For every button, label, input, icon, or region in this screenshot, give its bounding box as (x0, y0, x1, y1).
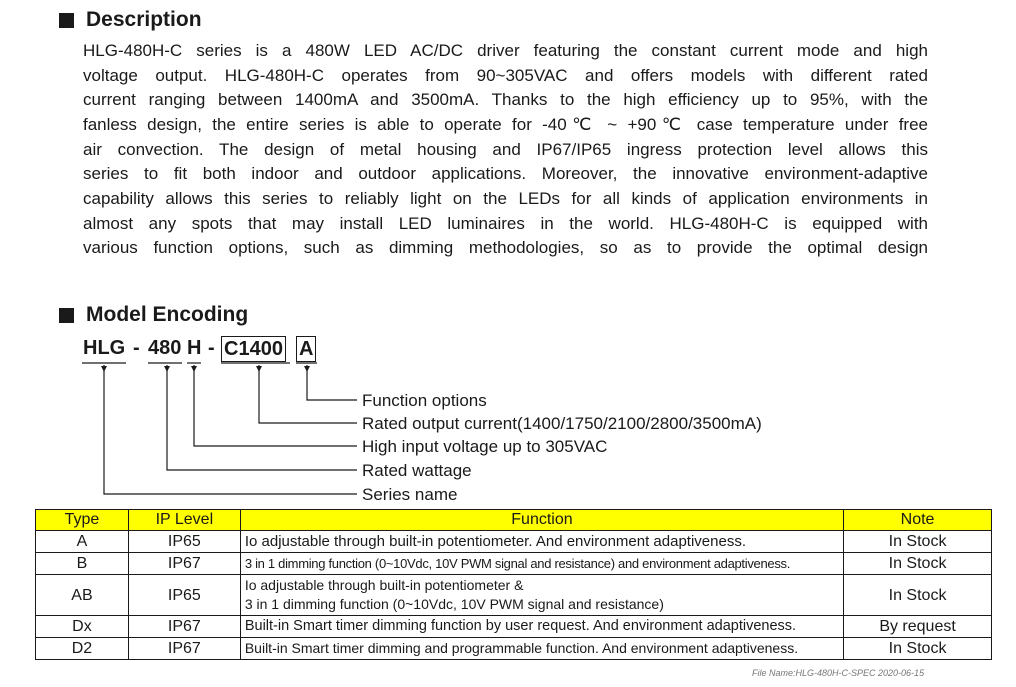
cell-note: In Stock (844, 638, 992, 660)
cell-type: AB (36, 575, 129, 616)
cell-note: By request (844, 616, 992, 638)
cell-type: B (36, 553, 129, 575)
cell-function-line: 3 in 1 dimming function (0~10Vdc, 10V PWM signal and resistance) (244, 596, 664, 612)
function-table (35, 509, 992, 660)
model-encoding-heading-text: Model Encoding (86, 303, 249, 326)
cell-type: D2 (36, 638, 129, 660)
code-option-box: A (296, 336, 316, 362)
label-high-input: High input voltage up to 305VAC (362, 437, 608, 456)
code-dash: - (133, 337, 140, 359)
description-line: series to fit both indoor and outdoor applications. Moreover, the innovative environment-adaptive (83, 164, 928, 183)
header-type: Type (36, 510, 129, 531)
table-row (36, 575, 992, 616)
cell-function: Built-in Smart timer dimming function by user request. And environment adaptiveness. (240, 616, 843, 638)
description-line: capability allows this series to reliably light on the LEDs for all kinds of application environments in (83, 189, 928, 208)
description-line: fanless design, the entire series is able to operate for -40℃ ~ +90℃ case temperature under free (83, 115, 928, 134)
description-line: voltage output. HLG-480H-C operates from 90~305VAC and offers models with different rated (83, 66, 928, 85)
label-rated-current: Rated output current(1400/1750/2100/2800/3500mA) (362, 414, 762, 433)
table-header-row (36, 510, 992, 531)
cell-function (240, 575, 843, 616)
description-line: almost any spots that may install LED luminaires in the world. HLG-480H-C is equipped with (83, 214, 928, 233)
cell-ip: IP67 (128, 638, 240, 660)
cell-ip: IP67 (128, 553, 240, 575)
cell-note: In Stock (844, 553, 992, 575)
description-line: various function options, such as dimming methodologies, so as to provide the optimal design (83, 238, 928, 257)
cell-function: Built-in Smart timer dimming and programmable function. And environment adaptiveness. (240, 638, 843, 660)
cell-function-line: Io adjustable through built-in potentiometer & (244, 577, 524, 593)
label-function-options: Function options (362, 391, 487, 410)
cell-ip: IP65 (128, 575, 240, 616)
description-line: HLG-480H-C series is a 480W LED AC/DC driver featuring the constant current mode and high (83, 41, 928, 60)
header-note: Note (844, 510, 992, 531)
header-ip-level: IP Level (128, 510, 240, 531)
header-function: Function (240, 510, 843, 531)
cell-type: A (36, 531, 129, 553)
code-wattage: 480 (148, 337, 182, 359)
description-heading-text: Description (86, 8, 202, 31)
cell-ip: IP65 (128, 531, 240, 553)
cell-note: In Stock (844, 531, 992, 553)
cell-function: 3 in 1 dimming function (0~10Vdc, 10V PWM signal and resistance) and environment adaptiveness. (240, 553, 843, 575)
code-current-box: C1400 (221, 336, 286, 362)
cell-function: Io adjustable through built-in potentiometer. And environment adaptiveness. (240, 531, 843, 553)
cell-type: Dx (36, 616, 129, 638)
label-rated-wattage: Rated wattage (362, 461, 472, 480)
cell-note: In Stock (844, 575, 992, 616)
table-row (36, 616, 992, 638)
code-series: HLG (83, 337, 126, 359)
code-dash: - (208, 337, 215, 359)
table-row (36, 553, 992, 575)
cell-ip: IP67 (128, 616, 240, 638)
table-row (36, 531, 992, 553)
description-line: current ranging between 1400mA and 3500mA. Thanks to the high efficiency up to 95%, with the (83, 90, 928, 109)
table-row (36, 638, 992, 660)
code-input: H (187, 337, 202, 359)
label-series-name: Series name (362, 485, 458, 504)
description-line: air convection. The design of metal housing and IP67/IP65 ingress protection level allows this (83, 140, 928, 159)
footer-file-name: File Name:HLG-480H-C-SPEC 2020-06-15 (752, 668, 925, 678)
